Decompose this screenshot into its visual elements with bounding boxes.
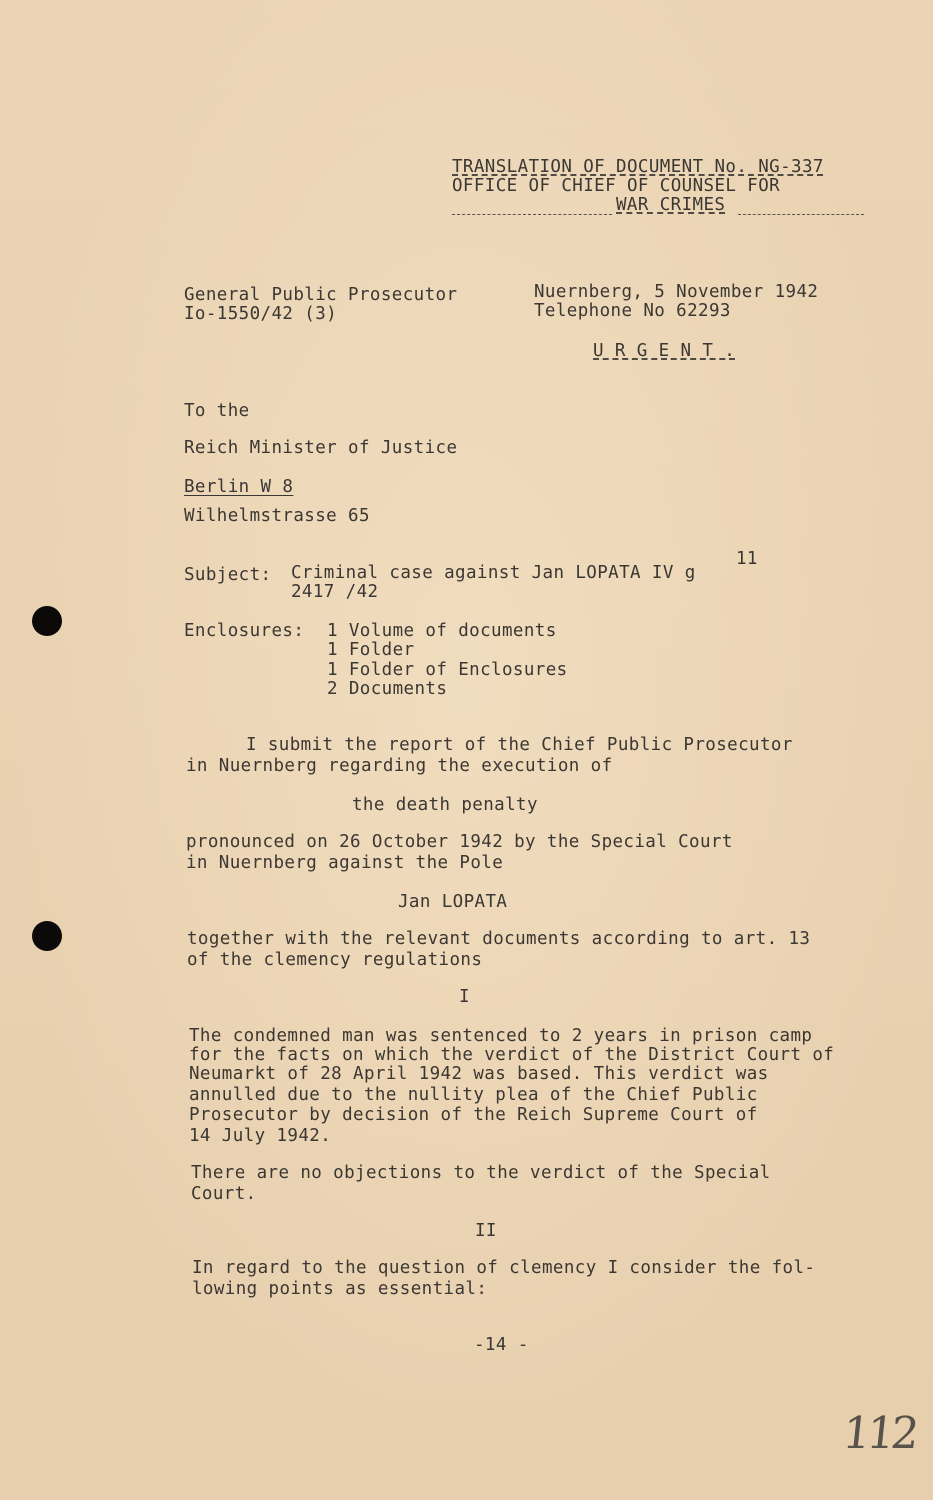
address-city: Berlin W 8 — [184, 477, 294, 497]
enclosure-item: 1 Folder — [327, 640, 415, 660]
body-paragraph-line: There are no objections to the verdict of the Special — [191, 1163, 771, 1183]
sender-reference: Io-1550/42 (3) — [184, 304, 338, 324]
place-date: Nuernberg, 5 November 1942 — [534, 282, 819, 302]
body-paragraph-line: annulled due to the nullity plea of the Chief Public — [189, 1085, 758, 1105]
body-paragraph-line: pronounced on 26 October 1942 by the Special Court — [186, 832, 733, 852]
translation-header-line2: OFFICE OF CHIEF OF COUNSEL FOR — [452, 176, 781, 196]
body-paragraph-line: in Nuernberg against the Pole — [186, 853, 504, 873]
address-street: Wilhelmstrasse 65 — [184, 506, 370, 526]
subject-superscript: 11 — [736, 549, 758, 569]
enclosures-label: Enclosures: — [184, 621, 305, 641]
body-paragraph-line: together with the relevant documents according to art. 13 — [187, 929, 811, 949]
header-dashed-rule-right — [738, 214, 864, 215]
body-paragraph-line: of the clemency regulations — [187, 950, 483, 970]
enclosure-item: 1 Volume of documents — [327, 621, 557, 641]
subject-line2: 2417 /42 — [291, 582, 379, 602]
address-recipient: Reich Minister of Justice — [184, 438, 458, 458]
urgent-label: U R G E N T . — [593, 341, 736, 361]
translation-header-line1: TRANSLATION OF DOCUMENT No. NG-337 — [452, 157, 824, 177]
page-number: -14 - — [474, 1335, 529, 1355]
body-paragraph-line: The condemned man was sentenced to 2 years in prison camp — [189, 1026, 813, 1046]
punch-hole — [32, 606, 62, 636]
body-paragraph-line: Court. — [191, 1184, 257, 1204]
handwritten-folio-number: 112 — [840, 1408, 918, 1459]
body-paragraph-line: for the facts on which the verdict of the District Court of — [189, 1045, 835, 1065]
body-centered-line: the death penalty — [352, 795, 538, 815]
translation-header-line3: WAR CRIMES — [616, 195, 726, 215]
body-paragraph-line: Prosecutor by decision of the Reich Supreme Court of — [189, 1105, 758, 1125]
enclosure-item: 1 Folder of Enclosures — [327, 660, 568, 680]
section-number: II — [475, 1221, 497, 1241]
body-paragraph-line: in Nuernberg regarding the execution of — [186, 756, 613, 776]
subject-line1: Criminal case against Jan LOPATA IV g — [291, 563, 696, 583]
punch-hole — [32, 921, 62, 951]
header-dashed-rule-left — [452, 214, 612, 215]
body-paragraph-line: In regard to the question of clemency I consider the fol- — [192, 1258, 816, 1278]
enclosure-item: 2 Documents — [327, 679, 448, 699]
body-paragraph-line: 14 July 1942. — [189, 1126, 332, 1146]
body-paragraph-line: Neumarkt of 28 April 1942 was based. This verdict was — [189, 1064, 769, 1084]
body-centered-line: Jan LOPATA — [398, 892, 508, 912]
sender-title: General Public Prosecutor — [184, 285, 458, 305]
section-number: I — [459, 987, 470, 1007]
address-to: To the — [184, 401, 250, 421]
subject-label: Subject: — [184, 565, 272, 585]
body-paragraph-line: I submit the report of the Chief Public Prosecutor — [246, 735, 793, 755]
body-paragraph-line: lowing points as essential: — [192, 1279, 488, 1299]
telephone-number: Telephone No 62293 — [534, 301, 731, 321]
